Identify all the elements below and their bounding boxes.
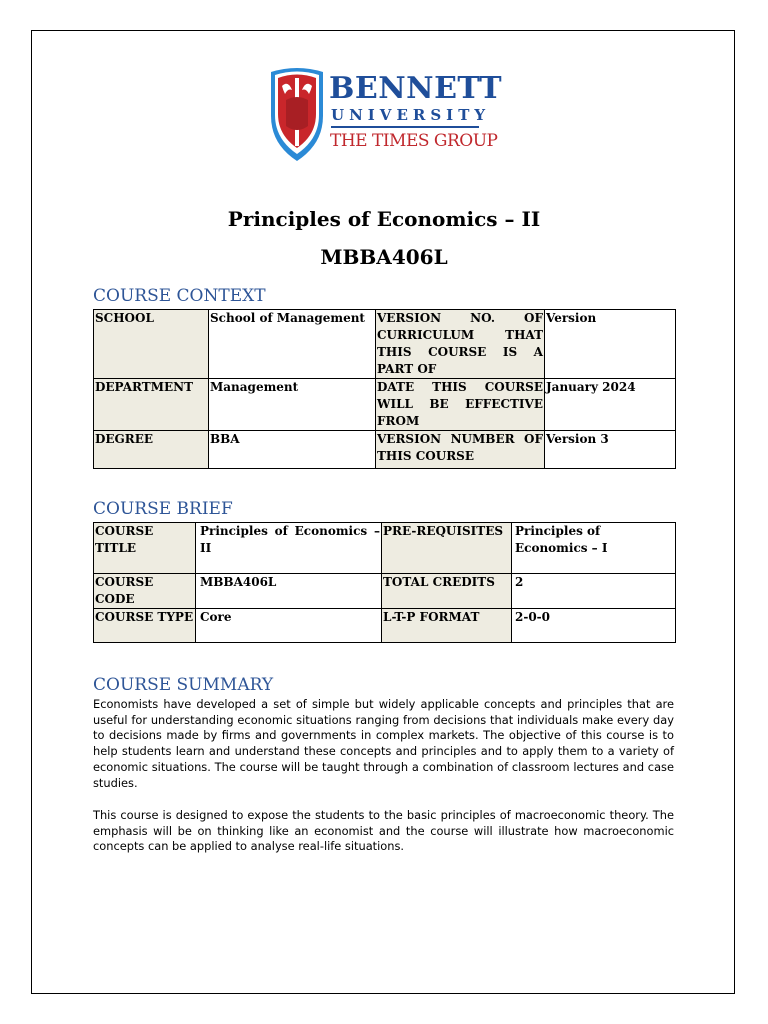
degree-label: DEGREE: [94, 431, 209, 469]
table-row: [94, 609, 676, 643]
course-brief-table: [93, 522, 676, 643]
course-title-value: Principles of Economics – II: [196, 523, 382, 574]
course-title: Principles of Economics – II: [227, 207, 541, 231]
table-row: [94, 523, 676, 574]
course-type-value: Core: [196, 609, 382, 643]
table-row: [94, 431, 676, 469]
prerequisites-value: Principles of Economics – I: [512, 523, 676, 574]
logo-divider: [331, 126, 479, 128]
course-title-label: COURSE TITLE: [94, 523, 196, 574]
degree-value: BBA: [209, 431, 376, 469]
table-row: [94, 379, 676, 431]
course-context-heading: COURSE CONTEXT: [93, 286, 266, 306]
department-value: Management: [209, 379, 376, 431]
total-credits-label: TOTAL CREDITS: [382, 574, 512, 609]
course-summary-heading: COURSE SUMMARY: [93, 675, 274, 695]
curriculum-version-label: VERSION NO. OF CURRICULUM THAT THIS COURSE IS A PART OF: [376, 310, 545, 379]
summary-paragraph-1: Economists have developed a set of simple but widely applicable concepts and principles that are useful for understanding economic situations ranging from decisions that individuals make every day to decisions made by firms and governments in complex markets. The objective of this course is to help students learn and understand these concepts and principles and to apply them to a variety of economic situations. The course will be taught through a combination of classroom lectures and case studies.: [93, 697, 674, 790]
ltp-format-label: L-T-P FORMAT: [382, 609, 512, 643]
department-label: DEPARTMENT: [94, 379, 209, 431]
effective-date-label: DATE THIS COURSE WILL BE EFFECTIVE FROM: [376, 379, 545, 431]
course-code-title: MBBA406L: [320, 245, 448, 269]
total-credits-value: 2: [512, 574, 676, 609]
course-brief-heading: COURSE BRIEF: [93, 499, 233, 519]
logo-times-group-text: THE TIMES GROUP: [330, 131, 498, 151]
effective-date-value: January 2024: [545, 379, 676, 431]
course-code-value: MBBA406L: [196, 574, 382, 609]
prerequisites-label: PRE-REQUISITES: [382, 523, 512, 574]
summary-paragraph-2: This course is designed to expose the students to the basic principles of macroeconomic theory. The emphasis will be on thinking like an economist and the course will illustrate how macroeconomic concepts can be applied to analyse real-life situations.: [93, 808, 674, 854]
course-code-label: COURSE CODE: [94, 574, 196, 609]
curriculum-version-value: Version: [545, 310, 676, 379]
shield-emblem-icon: [268, 66, 326, 162]
course-type-label: COURSE TYPE: [94, 609, 196, 643]
logo-university-text: UNIVERSITY: [331, 106, 491, 124]
logo-bennett-text: BENNETT: [329, 71, 503, 106]
course-context-table: [93, 309, 676, 469]
school-label: SCHOOL: [94, 310, 209, 379]
table-row: [94, 574, 676, 609]
version-number-label: VERSION NUMBER OF THIS COURSE: [376, 431, 545, 469]
table-row: [94, 310, 676, 379]
ltp-format-value: 2-0-0: [512, 609, 676, 643]
version-number-value: Version 3: [545, 431, 676, 469]
university-logo: [268, 66, 503, 164]
school-value: School of Management: [209, 310, 376, 379]
